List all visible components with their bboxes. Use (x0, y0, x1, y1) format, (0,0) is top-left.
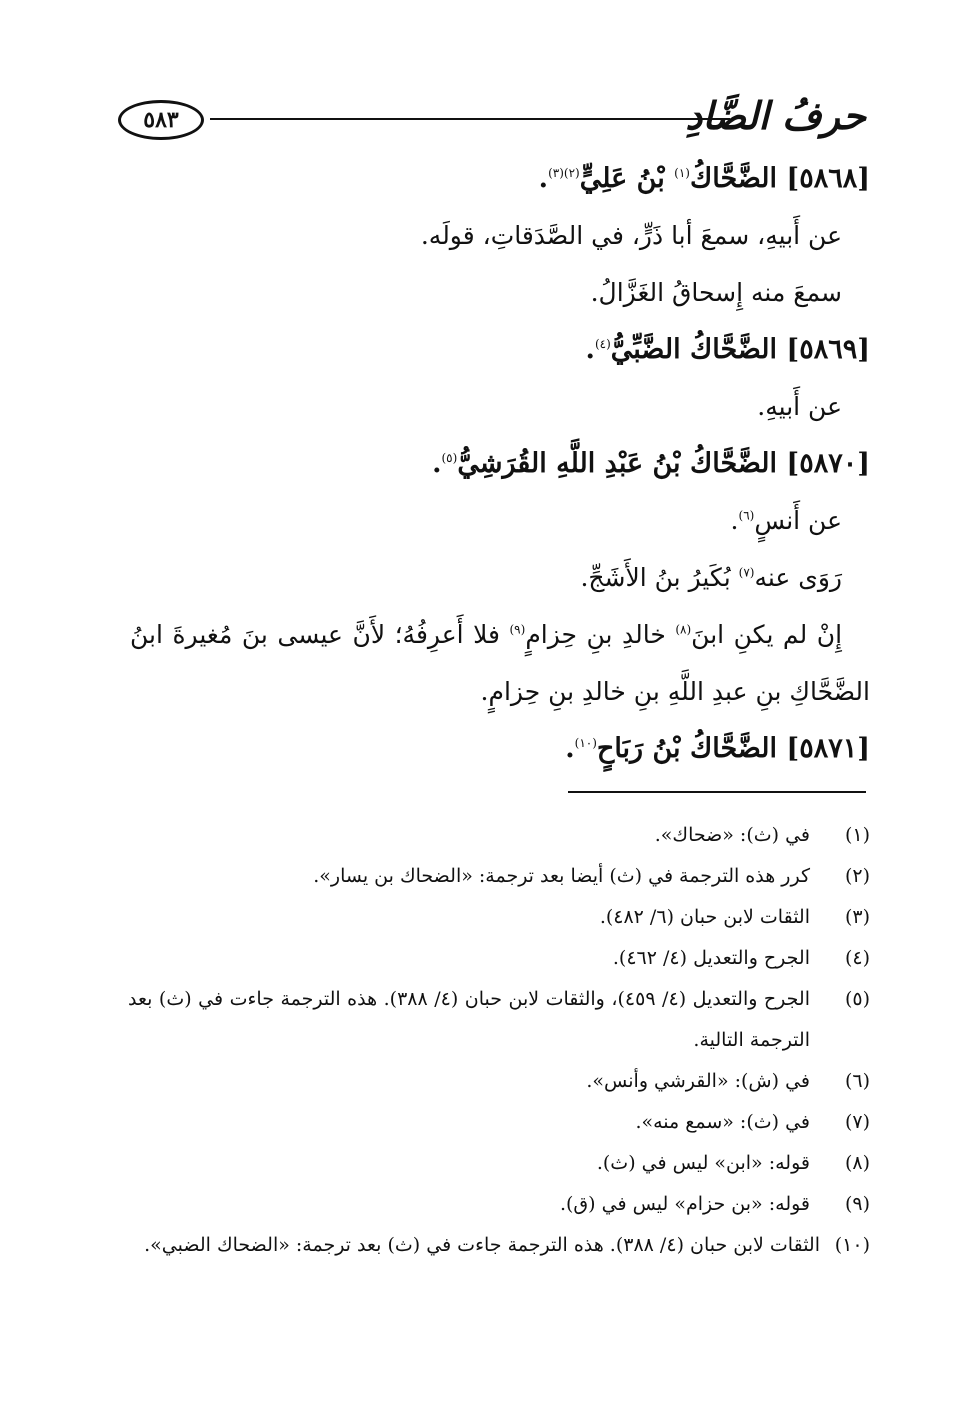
footnotes (128, 815, 870, 1266)
footnote-ref: (٩) (509, 622, 526, 637)
main-text (130, 150, 870, 777)
text-line: الضَّحَّاكِ بنِ عبدِ اللَّهِ بنِ خالدِ بنِ حِزامٍ. (480, 677, 870, 706)
text-line: عن أَبيهِ. (757, 392, 842, 421)
footnote: (١) في (ث): «ضحاك». (654, 824, 870, 846)
text-line: إِنْ لم يكنِ ابنَ$^{(٨)}$ خالدِ بنِ حِزامٍ$^{(٩)}$ فلا أَعرِفُهُ؛ لأَنَّ عيسى بنَ مُغيرةَ ابنُ (130, 620, 843, 649)
footnote-ref: (١٠) (574, 736, 597, 750)
page-number: ٥٨٣ (118, 100, 204, 140)
chapter-title: حرفُ الضَّادِ (685, 93, 866, 138)
footnote: (١٠) الثقات لابن حبان (٤/ ٣٨٨). هذه الترجمة جاءت في (ث) بعد ترجمة: «الضحاك الضبي». (144, 1234, 870, 1256)
text-line: سمعَ منه إِسحاقُ الغَزَّالُ. (590, 278, 842, 307)
footnote: (٨) قوله: «ابن» ليس في (ث). (596, 1152, 870, 1174)
entry-5868: [٥٨٦٨] الضَّحَّاكُ$^{(١)}$ بْنُ عَلِيٍّ$^{(٢)(٣)}$. (538, 163, 870, 194)
footnote: (٤) الجرح والتعديل (٤/ ٤٦٢). (612, 947, 870, 969)
entry-5869: [٥٨٦٩] الضَّحَّاكُ الضَّبِّيُّ$^{(٤)}$. (585, 334, 870, 365)
footnote-ref: (٥) (441, 451, 458, 465)
text-line: عن أَنسٍ$^{(٦)}$. (730, 506, 842, 535)
footnote-ref: (٤) (594, 337, 611, 351)
footnote-ref: (٦) (738, 508, 755, 523)
entry-5870: [٥٨٧٠] الضَّحَّاكُ بْنُ عَبْدِ اللَّهِ القُرَشِيُّ$^{(٥)}$. (432, 448, 870, 479)
text-line: رَوَى عنه$^{(٧)}$ بُكَيرُ بنُ الأَشَجِّ. (580, 563, 842, 592)
footnote: (٣) الثقات لابن حبان (٦/ ٤٨٢). (599, 906, 870, 928)
footnote-separator (568, 791, 866, 793)
footnote-ref: (١) (674, 166, 690, 180)
text-line: عن أَبيهِ، سمعَ أبا ذَرٍّ، في الصَّدَقاتِ، قولَه. (420, 221, 842, 250)
footnote: (٩) قوله: «بن حزام» ليس في (ق). (559, 1193, 870, 1215)
footnote-ref: (٢)(٣) (548, 166, 580, 180)
footnote-ref: (٧) (738, 565, 755, 580)
footnote: (٥) الجرح والتعديل (٤/ ٤٥٩)، والثقات لابن حبان (٤/ ٣٨٨). هذه الترجمة جاءت في (ث) بعد الترجمة التالية. (128, 988, 870, 1051)
footnote: (٢) كرر هذه الترجمة في (ث) أيضا بعد ترجمة: «الضحاك بن يسار». (313, 865, 870, 887)
page-header (118, 92, 866, 146)
header-rule (210, 118, 730, 120)
footnote: (٧) في (ث): «سمع منه». (635, 1111, 870, 1133)
entry-5871: [٥٨٧١] الضَّحَّاكُ بْنُ رَبَاحٍ$^{(١٠)}$. (565, 733, 870, 764)
footnote: (٦) في (ش): «القرشي وأنس». (586, 1070, 870, 1092)
footnote-ref: (٨) (675, 622, 692, 637)
